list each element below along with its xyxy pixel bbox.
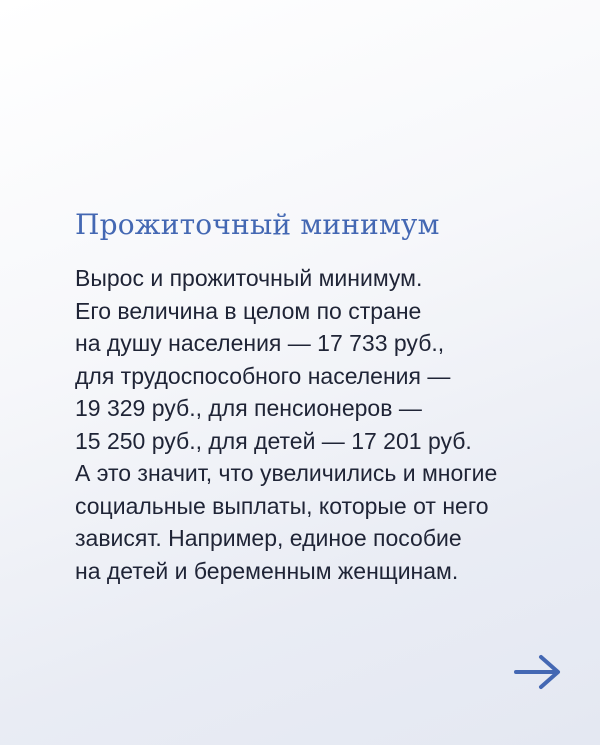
body-line: Вырос и прожиточный минимум.: [75, 265, 423, 291]
card-title: Прожиточный минимум: [75, 208, 440, 241]
card-body-text: [75, 262, 575, 587]
body-line: 15 250 руб., для детей — 17 201 руб.: [75, 427, 472, 454]
arrow-right-icon-graphic: [514, 654, 562, 690]
arrow-right-icon[interactable]: [514, 654, 562, 690]
body-line: А это значит, что увеличились и многие: [75, 460, 498, 486]
body-line: для трудоспособного населения —: [75, 362, 451, 389]
body-line: на детей и беременным женщинам.: [75, 557, 459, 584]
body-line: на душу населения — 17 733 руб.,: [75, 330, 445, 356]
body-line: Его величина в целом по стране: [75, 297, 422, 324]
body-line: зависят. Например, единое пособие: [75, 525, 462, 551]
body-line: 19 329 руб., для пенсионеров —: [75, 395, 422, 421]
body-line: социальные выплаты, которые от него: [75, 492, 489, 519]
